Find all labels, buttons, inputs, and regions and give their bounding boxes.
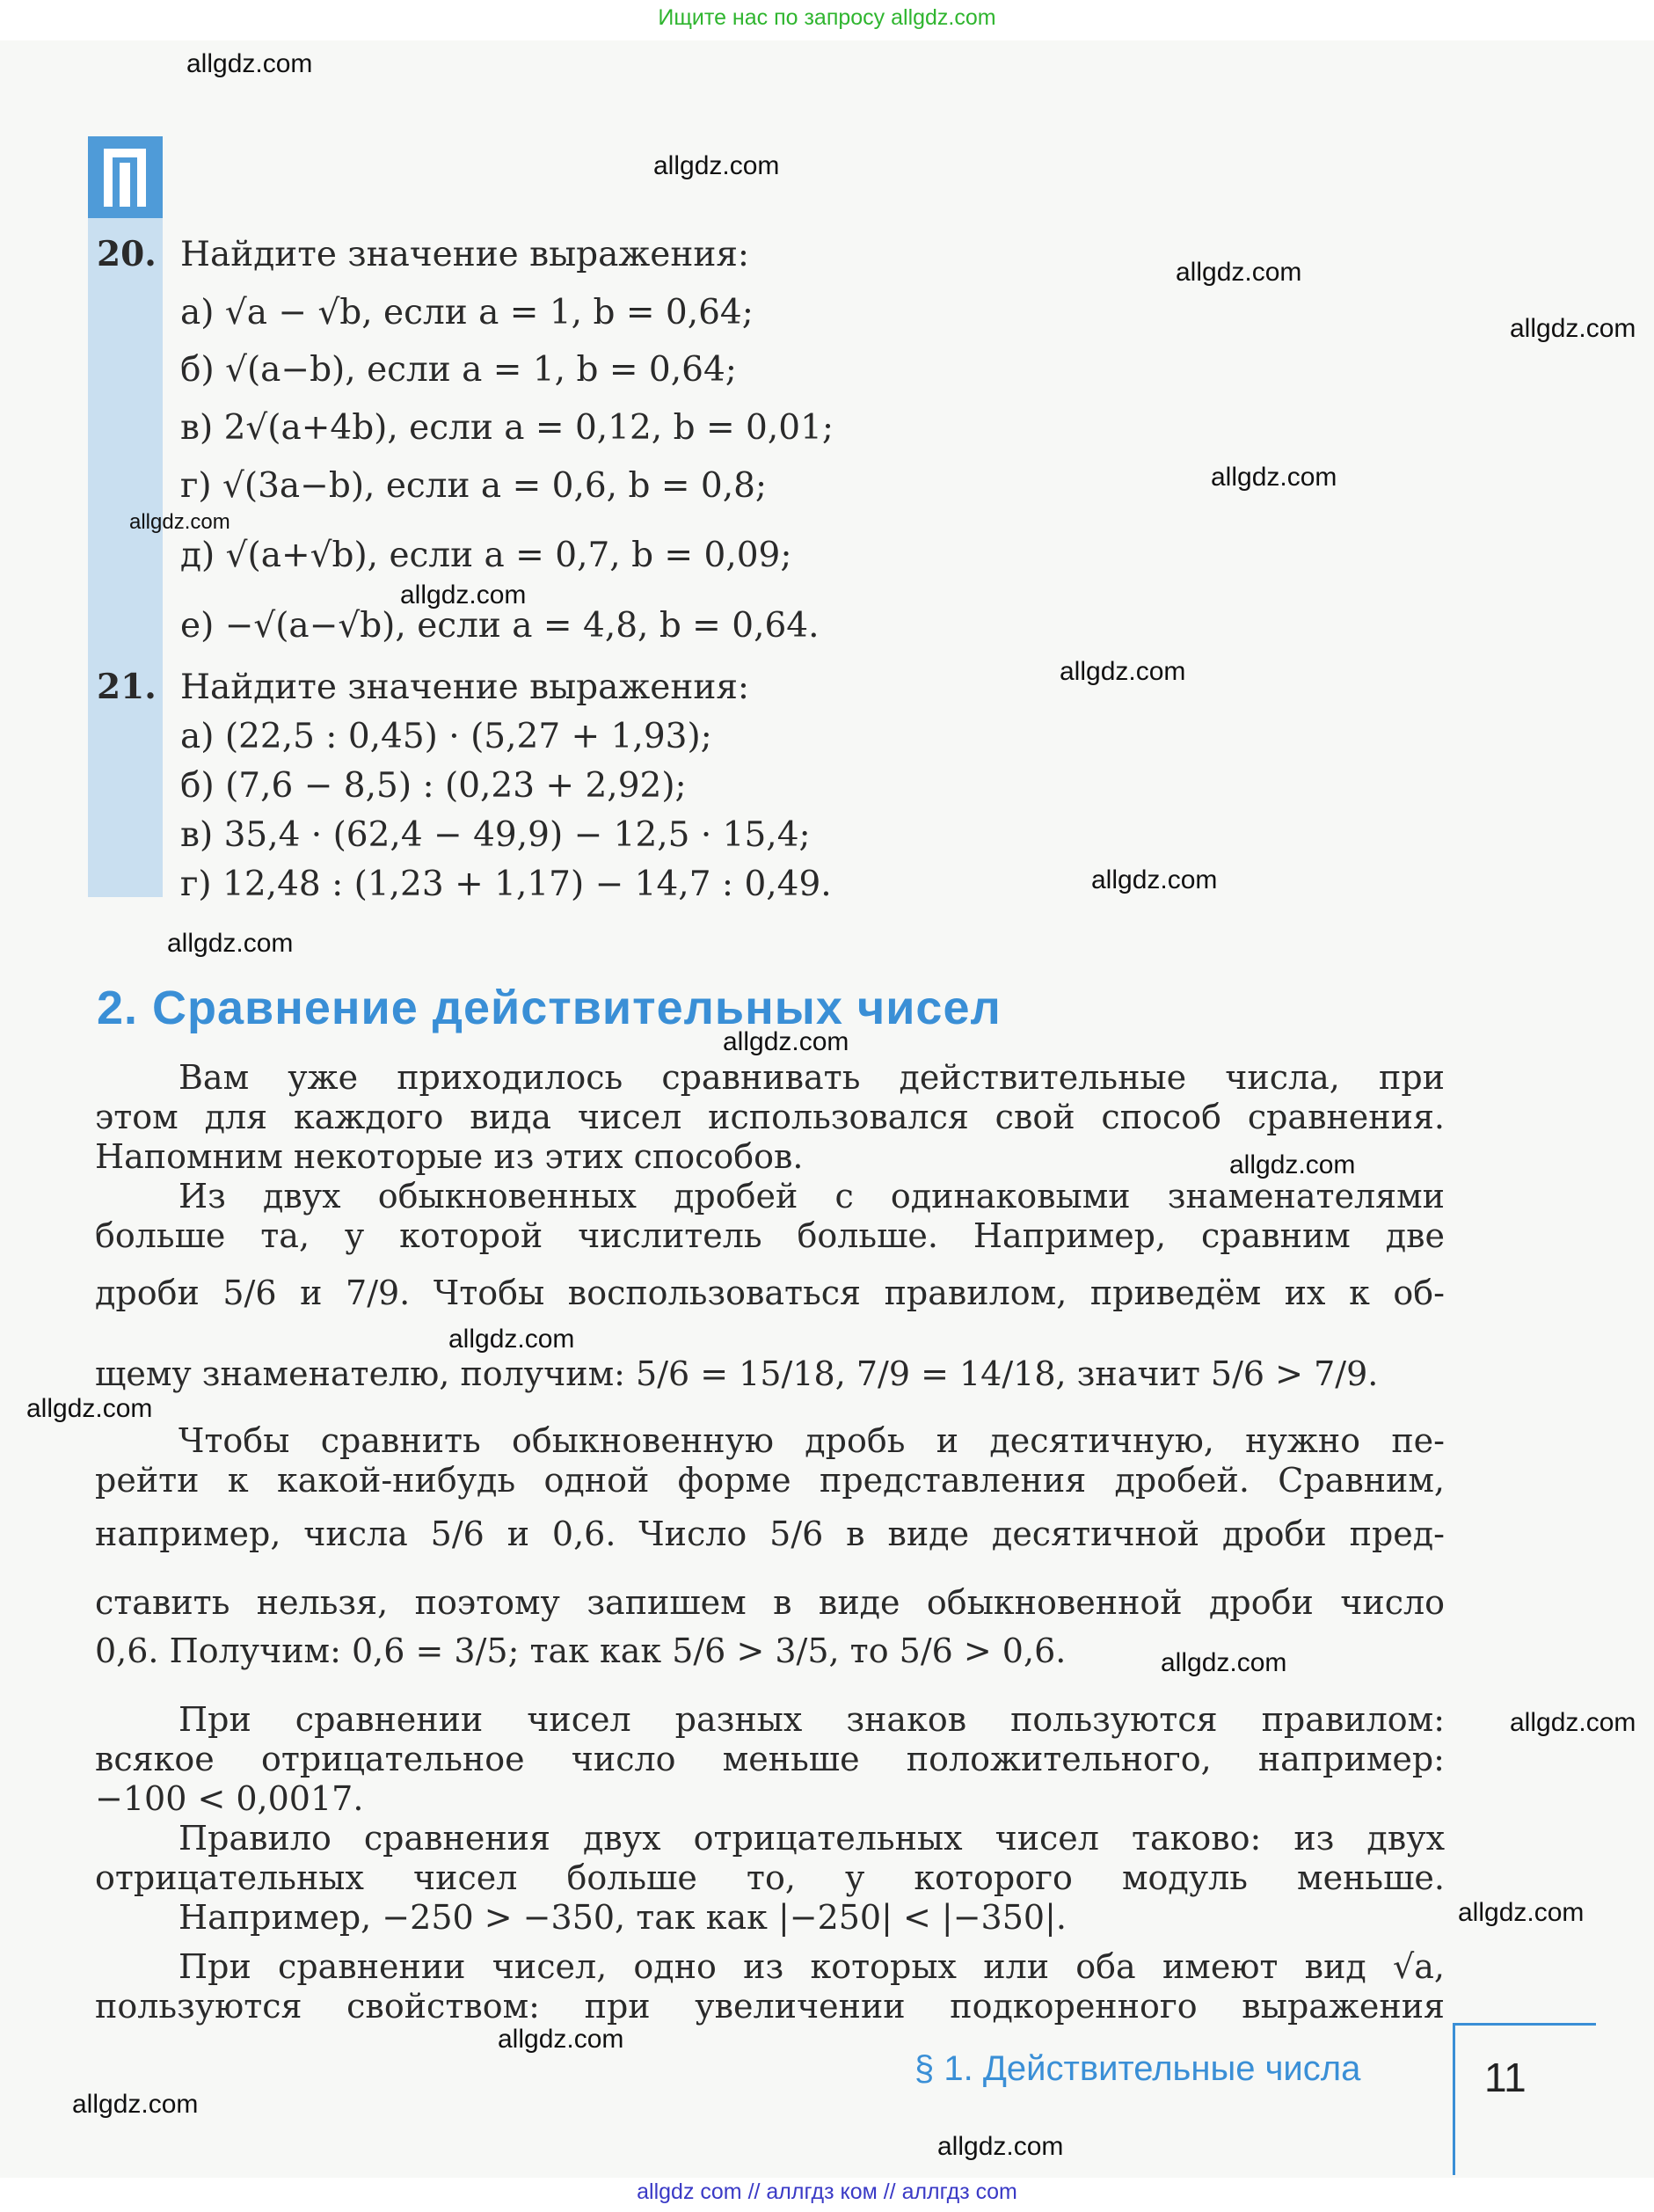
exercise-20-number: 20. bbox=[97, 234, 157, 274]
watermark: allgdz.com bbox=[129, 510, 230, 534]
text-line-9: рейти к какой-нибудь одной форме представления дробей. Сравним, bbox=[95, 1461, 1445, 1500]
watermark: allgdz.com bbox=[1510, 314, 1636, 343]
text-line-19: При сравнении чисел, одно из которых или оба имеют вид √a, bbox=[179, 1947, 1445, 1986]
text-line-18: Например, −250 > −350, так как |−250| < |−350|. bbox=[179, 1898, 1067, 1937]
watermark: allgdz.com bbox=[1211, 463, 1337, 492]
watermark: allgdz.com bbox=[1161, 1648, 1287, 1677]
watermark: allgdz.com bbox=[1176, 258, 1302, 287]
exercise-21-item-v: в) 35,4 · (62,4 − 49,9) − 12,5 · 15,4; bbox=[180, 815, 811, 855]
text-line-11: ставить нельзя, поэтому запишем в виде обыкновенной дроби число bbox=[95, 1583, 1445, 1622]
watermark: allgdz.com bbox=[937, 2132, 1064, 2161]
text-line-1: Вам уже приходилось сравнивать действительные числа, при bbox=[179, 1058, 1445, 1097]
section-heading: 2. Сравнение действительных чисел bbox=[97, 982, 1002, 1034]
exercise-20-item-e: е) −√(a−√b), если a = 4,8, b = 0,64. bbox=[180, 606, 820, 646]
exercise-21-item-a: а) (22,5 : 0,45) · (5,27 + 1,93); bbox=[180, 717, 712, 756]
text-line-6: дроби 5/6 и 7/9. Чтобы воспользоваться правилом, приведём их к об- bbox=[95, 1274, 1445, 1312]
text-line-12: 0,6. Получим: 0,6 = 3/5; так как 5/6 > 3/5, то 5/6 > 0,6. bbox=[95, 1632, 1067, 1670]
exercise-20-item-d: д) √(a+√b), если a = 0,7, b = 0,09; bbox=[180, 536, 792, 575]
text-line-3: Напомним некоторые из этих способов. bbox=[95, 1137, 804, 1176]
exercise-21-number: 21. bbox=[97, 667, 157, 707]
watermark: allgdz.com bbox=[400, 580, 527, 610]
chapter-title: § 1. Действительные числа bbox=[914, 2049, 1361, 2088]
exercise-20-item-v: в) 2√(a+4b), если a = 0,12, b = 0,01; bbox=[180, 408, 834, 448]
watermark: allgdz.com bbox=[72, 2090, 199, 2119]
top-banner[interactable]: Ищите нас по запросу allgdz.com bbox=[658, 5, 996, 30]
watermark: allgdz.com bbox=[1091, 865, 1218, 894]
watermark: allgdz.com bbox=[1458, 1898, 1585, 1927]
watermark: allgdz.com bbox=[723, 1027, 849, 1056]
watermark: allgdz.com bbox=[186, 49, 313, 78]
watermark: allgdz.com bbox=[26, 1394, 153, 1423]
watermark: allgdz.com bbox=[1510, 1708, 1636, 1737]
text-line-13: При сравнении чисел разных знаков пользуются правилом: bbox=[179, 1700, 1445, 1739]
watermark: allgdz.com bbox=[448, 1325, 575, 1354]
bottom-banner[interactable]: allgdz com // аллгдз ком // аллгдз com bbox=[637, 2179, 1017, 2204]
watermark: allgdz.com bbox=[1060, 657, 1186, 686]
text-line-7: щему знаменателю, получим: 5/6 = 15/18, 7/9 = 14/18, значит 5/6 > 7/9. bbox=[95, 1354, 1379, 1393]
text-line-16: Правило сравнения двух отрицательных чисел таково: из двух bbox=[179, 1819, 1445, 1858]
text-line-5: больше та, у которой числитель больше. Например, сравним две bbox=[95, 1216, 1445, 1255]
page-number: 11 bbox=[1484, 2055, 1526, 2100]
exercise-20-item-g: г) √(3a−b), если a = 0,6, b = 0,8; bbox=[180, 466, 768, 506]
text-line-10: например, числа 5/6 и 0,6. Число 5/6 в виде десятичной дроби пред- bbox=[95, 1515, 1445, 1553]
text-line-15: −100 < 0,0017. bbox=[95, 1779, 364, 1818]
exercise-21-item-g: г) 12,48 : (1,23 + 1,17) − 14,7 : 0,49. bbox=[180, 865, 832, 904]
watermark: allgdz.com bbox=[167, 929, 294, 958]
watermark: allgdz.com bbox=[1229, 1150, 1356, 1179]
watermark: allgdz.com bbox=[498, 2025, 624, 2054]
exercise-20-item-b: б) √(a−b), если a = 1, b = 0,64; bbox=[180, 350, 737, 390]
text-line-17: отрицательных чисел больше то, у которого модуль меньше. bbox=[95, 1858, 1445, 1897]
exercise-20-title: Найдите значение выражения: bbox=[180, 235, 750, 274]
text-line-14: всякое отрицательное число меньше положительного, например: bbox=[95, 1740, 1445, 1778]
exercise-20-item-a: а) √a − √b, если a = 1, b = 0,64; bbox=[180, 293, 754, 332]
text-line-8: Чтобы сравнить обыкновенную дробь и десятичную, нужно пе- bbox=[179, 1421, 1445, 1460]
exercise-21-item-b: б) (7,6 − 8,5) : (0,23 + 2,92); bbox=[180, 766, 687, 806]
exercise-badge bbox=[88, 136, 163, 218]
text-line-20: пользуются свойством: при увеличении подкоренного выражения bbox=[95, 1987, 1445, 2026]
watermark: allgdz.com bbox=[653, 151, 780, 180]
text-line-2: этом для каждого вида чисел использовался свой способ сравнения. bbox=[95, 1098, 1445, 1136]
text-line-4: Из двух обыкновенных дробей с одинаковыми знаменателями bbox=[179, 1177, 1445, 1216]
exercise-21-title: Найдите значение выражения: bbox=[180, 668, 750, 707]
